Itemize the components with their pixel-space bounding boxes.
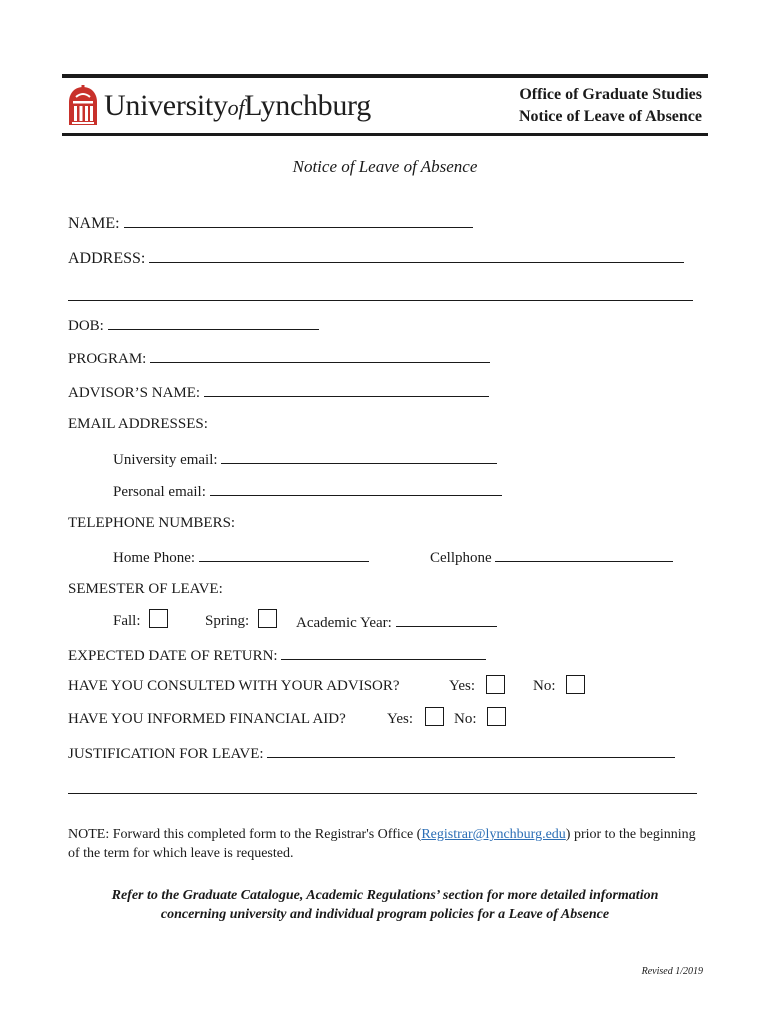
expected-return-blank-line[interactable] bbox=[281, 646, 486, 660]
consulted-no-checkbox[interactable] bbox=[566, 675, 585, 694]
consulted-no-label: No: bbox=[533, 678, 556, 694]
header-form-title: Notice of Leave of Absence bbox=[518, 108, 702, 125]
name-label: NAME: bbox=[68, 215, 120, 232]
expected-return-field[interactable] bbox=[68, 646, 486, 665]
justification-label: JUSTIFICATION FOR LEAVE: bbox=[68, 746, 264, 762]
page-title: Notice of Leave of Absence bbox=[292, 157, 478, 176]
consulted-yes-checkbox[interactable] bbox=[486, 675, 505, 694]
consulted-advisor-question: HAVE YOU CONSULTED WITH YOUR ADVISOR? bbox=[68, 678, 400, 694]
telephone-heading: TELEPHONE NUMBERS: bbox=[68, 515, 236, 531]
dob-field[interactable] bbox=[68, 316, 319, 335]
header-bottom-rule bbox=[62, 133, 708, 136]
university-logo bbox=[66, 84, 371, 128]
note-paragraph bbox=[68, 825, 708, 863]
home-phone-blank-line[interactable] bbox=[199, 548, 369, 562]
academic-year-blank-line[interactable] bbox=[396, 613, 497, 627]
informed-no-checkbox[interactable] bbox=[487, 707, 506, 726]
justification-field[interactable] bbox=[68, 744, 675, 763]
personal-email-blank-line[interactable] bbox=[210, 482, 502, 496]
name-field[interactable] bbox=[68, 214, 473, 233]
university-email-field[interactable] bbox=[113, 450, 497, 469]
registrar-email-link[interactable]: Registrar@lynchburg.edu bbox=[421, 827, 566, 842]
program-blank-line[interactable] bbox=[150, 349, 490, 363]
cellphone-label: Cellphone bbox=[430, 550, 492, 566]
address-blank-line[interactable] bbox=[149, 249, 684, 263]
address-second-line[interactable] bbox=[68, 287, 693, 301]
consulted-yes-label: Yes: bbox=[449, 678, 475, 694]
university-seal-icon bbox=[66, 85, 100, 127]
revision-date: Revised 1/2019 bbox=[641, 966, 703, 977]
university-wordmark: UniversityofLynchburg bbox=[104, 89, 371, 122]
academic-year-field[interactable] bbox=[296, 613, 497, 632]
informed-no-label: No: bbox=[454, 711, 477, 727]
expected-return-label: EXPECTED DATE OF RETURN: bbox=[68, 648, 278, 664]
cellphone-field[interactable] bbox=[430, 548, 673, 567]
personal-email-field[interactable] bbox=[113, 482, 502, 501]
reference-line-1: Refer to the Graduate Catalogue, Academic Regulations’ section for more detailed information bbox=[111, 888, 659, 903]
informed-yes-checkbox[interactable] bbox=[425, 707, 444, 726]
university-email-label: University email: bbox=[113, 452, 218, 468]
reference-line-2: concerning university and individual program policies for a Leave of Absence bbox=[160, 907, 610, 922]
informed-yes-label: Yes: bbox=[387, 711, 413, 727]
justification-second-line[interactable] bbox=[68, 780, 697, 794]
home-phone-field[interactable] bbox=[113, 548, 369, 567]
advisor-field[interactable] bbox=[68, 383, 489, 402]
name-blank-line[interactable] bbox=[124, 214, 473, 228]
spring-checkbox[interactable] bbox=[258, 609, 277, 628]
note-prefix: NOTE: Forward this completed form to the Registrar's Office ( bbox=[68, 827, 422, 842]
advisor-blank-line[interactable] bbox=[204, 383, 489, 397]
catalogue-reference bbox=[0, 886, 770, 924]
email-heading: EMAIL ADDRESSES: bbox=[68, 416, 208, 432]
advisor-label: ADVISOR’S NAME: bbox=[68, 385, 201, 401]
informed-aid-question: HAVE YOU INFORMED FINANCIAL AID? bbox=[68, 711, 346, 727]
dob-blank-line[interactable] bbox=[108, 316, 319, 330]
justification-blank-line[interactable] bbox=[267, 744, 675, 758]
spring-label: Spring: bbox=[205, 613, 250, 629]
program-field[interactable] bbox=[68, 349, 490, 368]
program-label: PROGRAM: bbox=[68, 351, 147, 367]
home-phone-label: Home Phone: bbox=[113, 550, 196, 566]
address-field[interactable] bbox=[68, 249, 684, 268]
dob-label: DOB: bbox=[68, 318, 104, 334]
address-label: ADDRESS: bbox=[68, 250, 146, 267]
fall-label: Fall: bbox=[113, 613, 141, 629]
office-name: Office of Graduate Studies bbox=[519, 86, 702, 103]
note-suffix: ) prior to the beginning of the term for which leave is requested. bbox=[68, 827, 696, 861]
personal-email-label: Personal email: bbox=[113, 484, 206, 500]
fall-checkbox[interactable] bbox=[149, 609, 168, 628]
academic-year-label: Academic Year: bbox=[296, 615, 392, 631]
university-email-blank-line[interactable] bbox=[221, 450, 497, 464]
cellphone-blank-line[interactable] bbox=[495, 548, 673, 562]
semester-heading: SEMESTER OF LEAVE: bbox=[68, 581, 223, 597]
header-top-rule bbox=[62, 74, 708, 78]
